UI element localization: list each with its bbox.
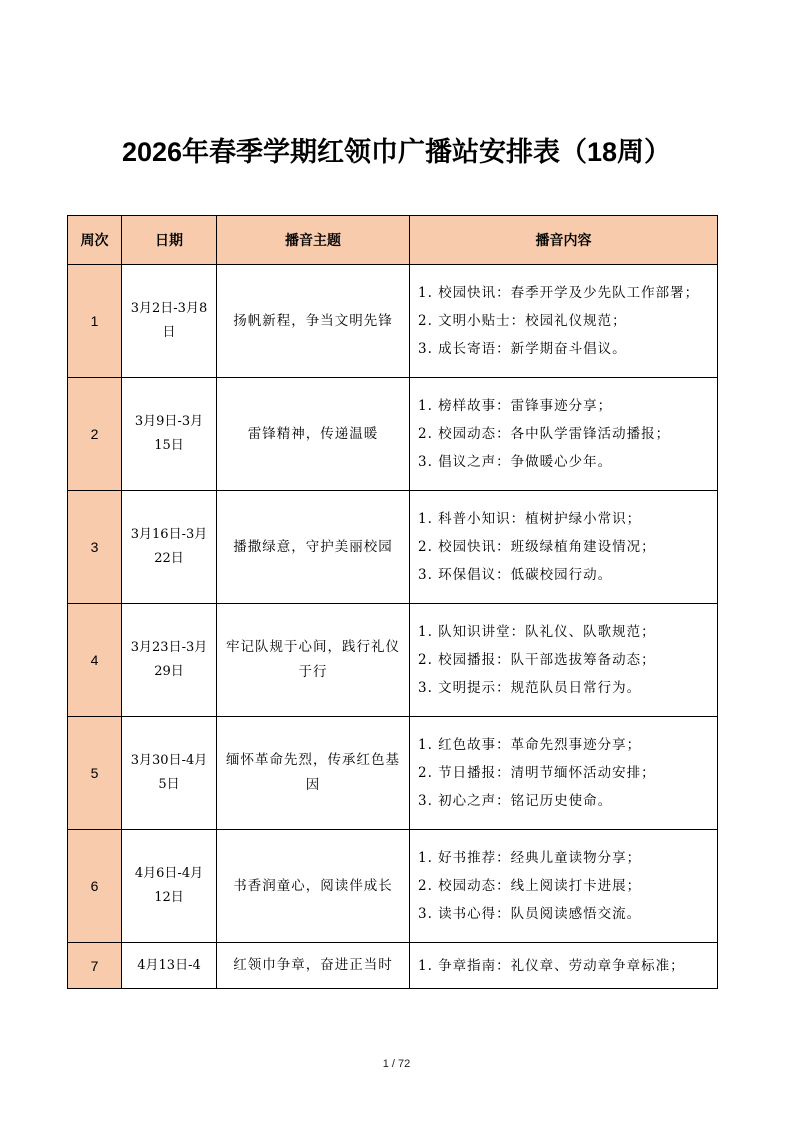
theme-cell: 红领巾争章，奋进正当时 [217, 943, 410, 989]
theme-cell: 播撒绿意，守护美丽校园 [217, 491, 410, 604]
content-cell [410, 717, 718, 830]
week-cell: 1 [68, 265, 122, 378]
theme-cell: 雷锋精神，传递温暖 [217, 378, 410, 491]
theme-cell: 牢记队规于心间，践行礼仪于行 [217, 604, 410, 717]
content-item: 2. 文明小贴士：校园礼仪规范； [418, 313, 627, 329]
week-cell: 2 [68, 378, 122, 491]
date-cell: 4月6日-4月12日 [122, 830, 217, 943]
week-cell: 5 [68, 717, 122, 830]
table-row [68, 604, 718, 717]
table-row [68, 378, 718, 491]
week-cell: 6 [68, 830, 122, 943]
header-date: 日期 [122, 216, 217, 265]
table-header-row [68, 216, 718, 265]
content-cell [410, 830, 718, 943]
content-item: 2. 校园快讯：班级绿植角建设情况； [418, 539, 656, 555]
header-week: 周次 [68, 216, 122, 265]
date-cell: 3月2日-3月8日 [122, 265, 217, 378]
theme-cell: 缅怀革命先烈，传承红色基因 [217, 717, 410, 830]
content-item: 3. 文明提示：规范队员日常行为。 [418, 680, 642, 696]
content-item: 1. 争章指南：礼仪章、劳动章争章标准； [418, 957, 685, 974]
content-cell [410, 378, 718, 491]
content-item: 2. 校园播报：队干部选拔筹备动态； [418, 652, 656, 668]
header-content: 播音内容 [410, 216, 718, 265]
content-item: 1. 校园快讯：春季开学及少先队工作部署； [418, 285, 700, 301]
date-cell: 3月23日-3月29日 [122, 604, 217, 717]
broadcast-schedule-table [67, 215, 718, 989]
table-row [68, 830, 718, 943]
table-row [68, 943, 718, 989]
content-item: 3. 倡议之声：争做暖心少年。 [418, 454, 613, 470]
date-cell: 3月16日-3月22日 [122, 491, 217, 604]
date-cell: 4月13日-4 [122, 943, 217, 989]
theme-cell: 扬帆新程，争当文明先锋 [217, 265, 410, 378]
theme-cell: 书香润童心，阅读伴成长 [217, 830, 410, 943]
page-title: 2026年春季学期红领巾广播站安排表（18周） [121, 137, 672, 167]
content-item: 3. 环保倡议：低碳校园行动。 [418, 567, 613, 583]
content-cell [410, 604, 718, 717]
table-row [68, 265, 718, 378]
content-item: 3. 读书心得：队员阅读感悟交流。 [418, 906, 642, 922]
table-row [68, 717, 718, 830]
week-cell: 3 [68, 491, 122, 604]
content-item: 1. 队知识讲堂：队礼仪、队歌规范； [418, 624, 656, 640]
content-item: 2. 节日播报：清明节缅怀活动安排； [418, 765, 656, 781]
content-item: 2. 校园动态：各中队学雷锋活动播报； [418, 426, 671, 442]
content-item: 3. 成长寄语：新学期奋斗倡议。 [418, 341, 627, 357]
content-item: 3. 初心之声：铭记历史使命。 [418, 793, 613, 809]
page-number: 1 / 72 [382, 1058, 411, 1070]
content-item: 1. 好书推荐：经典儿童读物分享； [418, 850, 642, 866]
week-cell: 7 [68, 943, 122, 989]
content-cell [410, 265, 718, 378]
header-theme: 播音主题 [217, 216, 410, 265]
week-cell: 4 [68, 604, 122, 717]
content-item: 2. 校园动态：线上阅读打卡进展； [418, 878, 642, 894]
content-item: 1. 红色故事：革命先烈事迹分享； [418, 737, 642, 753]
content-item: 1. 榜样故事：雷锋事迹分享； [418, 398, 613, 414]
date-cell: 3月30日-4月5日 [122, 717, 217, 830]
content-cell [410, 943, 718, 989]
content-item: 1. 科普小知识：植树护绿小常识； [418, 511, 642, 527]
content-cell [410, 491, 718, 604]
table-row [68, 491, 718, 604]
date-cell: 3月9日-3月15日 [122, 378, 217, 491]
